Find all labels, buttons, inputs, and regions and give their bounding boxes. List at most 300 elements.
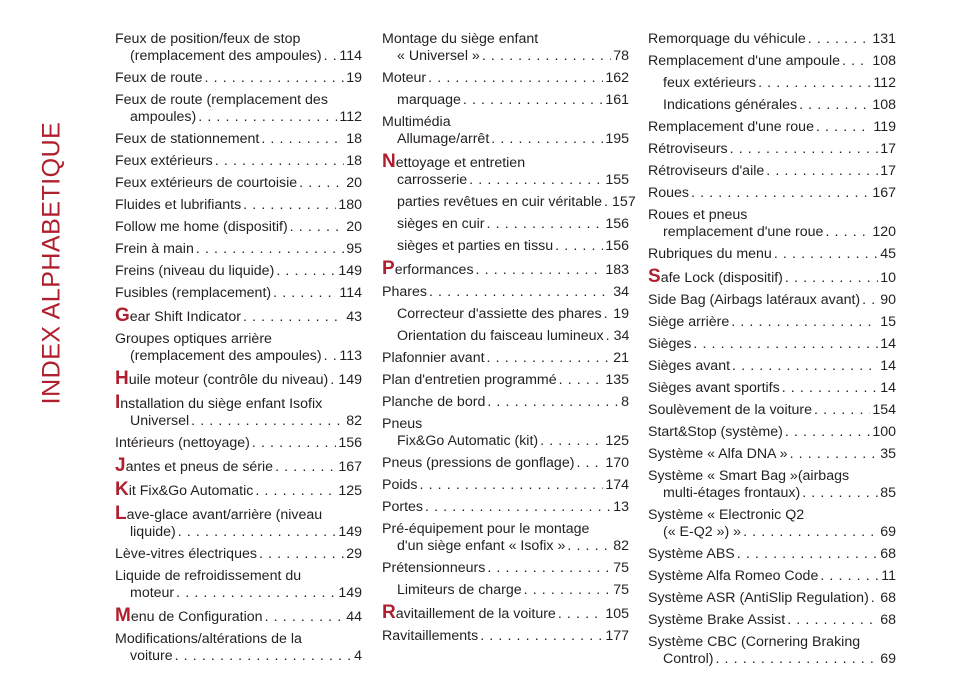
- entry-label: Control): [663, 651, 714, 667]
- entry-label: Système « Smart Bag »(airbags: [648, 468, 850, 484]
- page-number[interactable]: 85: [880, 485, 896, 501]
- entry-heading-line: [382, 455, 629, 472]
- page-number[interactable]: 105: [605, 606, 629, 622]
- entry-heading-line: [648, 590, 896, 607]
- entry-text: [115, 631, 302, 648]
- dot-leader: [802, 485, 878, 502]
- entry-label: sièges en cuir: [397, 216, 485, 232]
- entry-initial-letter: K: [115, 479, 129, 500]
- entry-initial-letter: N: [382, 151, 396, 172]
- page-number[interactable]: 167: [872, 185, 896, 201]
- entry-text: [115, 370, 328, 389]
- entry-heading-line: [648, 141, 896, 158]
- index-entry[interactable]: [382, 477, 629, 494]
- dot-leader: [330, 372, 336, 389]
- page-number[interactable]: 4: [354, 648, 362, 664]
- entry-heading-line: [382, 372, 629, 389]
- index-entry[interactable]: [382, 153, 629, 189]
- index-entry[interactable]: [115, 175, 362, 192]
- page-number[interactable]: 17: [880, 141, 896, 157]
- entry-text: [382, 394, 485, 411]
- entry-heading-line: [382, 604, 629, 623]
- page-number[interactable]: 13: [613, 499, 629, 515]
- index-entry[interactable]: [382, 560, 629, 577]
- dot-leader: [299, 175, 344, 192]
- entry-label: Lève-vitres électriques: [115, 546, 257, 562]
- entry-label: Orientation du faisceau lumineux: [397, 328, 604, 344]
- entry-label: Feux extérieurs de courtoisie: [115, 175, 298, 191]
- page-number[interactable]: 75: [613, 582, 629, 598]
- index-entry[interactable]: [382, 416, 629, 450]
- index-entry[interactable]: [382, 328, 629, 345]
- page-number[interactable]: 161: [605, 92, 629, 108]
- index-entry[interactable]: [115, 331, 362, 365]
- entry-text: [648, 358, 730, 375]
- entry-heading-line: [648, 314, 896, 331]
- entry-heading-line: [648, 119, 896, 136]
- entry-text: [130, 348, 322, 365]
- dot-leader: [476, 262, 604, 279]
- entry-heading-line: [115, 219, 362, 236]
- entry-label: remplacement d'une roue: [663, 224, 824, 240]
- page-number[interactable]: 114: [339, 48, 362, 64]
- entry-text: [382, 284, 427, 301]
- entry-initial-letter: G: [115, 305, 130, 326]
- index-entry[interactable]: [115, 219, 362, 236]
- index-entry[interactable]: [115, 370, 362, 389]
- entry-heading-line: [382, 628, 629, 645]
- index-entry[interactable]: [382, 216, 629, 233]
- index-entry[interactable]: [382, 582, 629, 599]
- index-entry[interactable]: [115, 70, 362, 87]
- entry-text: [115, 92, 328, 109]
- entry-text: [382, 499, 423, 516]
- entry-text: [648, 163, 764, 180]
- page-number[interactable]: 19: [346, 70, 362, 86]
- entry-label: ampoules): [130, 109, 197, 125]
- dot-leader: [558, 606, 604, 623]
- entry-heading-line: [382, 216, 629, 233]
- entry-label: (« E-Q2 ») »: [663, 524, 742, 540]
- dot-leader: [198, 109, 337, 126]
- entry-text: [397, 194, 602, 211]
- entry-label: Rétroviseurs: [648, 141, 728, 157]
- page-number[interactable]: 43: [346, 309, 362, 325]
- entry-heading-line: [115, 153, 362, 170]
- page-number[interactable]: 8: [621, 394, 629, 410]
- page-number[interactable]: 112: [873, 75, 896, 91]
- page-number[interactable]: 174: [605, 477, 629, 493]
- index-entry[interactable]: [115, 505, 362, 541]
- index-entry[interactable]: [648, 31, 896, 48]
- index-entry[interactable]: [648, 119, 896, 136]
- index-entry[interactable]: [382, 194, 636, 211]
- page-number[interactable]: 100: [872, 424, 896, 440]
- entry-text: [382, 604, 556, 623]
- entry-label: Phares: [382, 284, 427, 300]
- entry-heading-line: [115, 435, 362, 452]
- index-entry[interactable]: [115, 481, 362, 500]
- dot-leader: [766, 163, 878, 180]
- page-number[interactable]: 18: [346, 131, 362, 147]
- index-entry[interactable]: [115, 153, 362, 170]
- index-entry[interactable]: [382, 238, 629, 255]
- entry-heading-line: [115, 631, 362, 648]
- entry-label: Poids: [382, 477, 418, 493]
- entry-subline: [382, 131, 629, 148]
- entry-label: (remplacement des ampoules): [130, 48, 322, 64]
- entry-subline: [382, 172, 629, 189]
- page-number[interactable]: 155: [605, 172, 629, 188]
- page-number[interactable]: 19: [613, 306, 629, 322]
- page-number[interactable]: 162: [605, 70, 629, 86]
- index-entry[interactable]: [382, 284, 629, 301]
- index-entry[interactable]: [648, 141, 896, 158]
- page-number[interactable]: 82: [613, 538, 629, 554]
- entry-heading-line: [648, 185, 896, 202]
- page-number[interactable]: 131: [872, 31, 896, 47]
- dot-leader: [428, 70, 603, 87]
- entry-label: marquage: [397, 92, 461, 108]
- entry-heading-line: [115, 70, 362, 87]
- entry-heading-line: [648, 336, 896, 353]
- entry-label: Frein à main: [115, 241, 194, 257]
- entry-text: [382, 521, 589, 538]
- dot-leader: [487, 216, 604, 233]
- entry-subline: [648, 651, 896, 668]
- entry-heading-line: [115, 175, 362, 192]
- entry-text: [648, 568, 818, 585]
- index-entry[interactable]: [115, 546, 362, 563]
- entry-subline: [382, 48, 629, 65]
- page-number[interactable]: 125: [338, 483, 362, 499]
- page-number[interactable]: 90: [880, 292, 896, 308]
- page-number[interactable]: 78: [613, 48, 629, 64]
- page-number[interactable]: 68: [880, 590, 896, 606]
- entry-label: Soulèvement de la voiture: [648, 402, 813, 418]
- entry-initial-letter: J: [115, 455, 126, 476]
- page-number[interactable]: 167: [338, 459, 362, 475]
- index-entry[interactable]: [382, 350, 629, 367]
- page-number[interactable]: 195: [605, 131, 629, 147]
- page-number[interactable]: 108: [872, 97, 896, 113]
- entry-label: Système CBC (Cornering Braking: [648, 634, 861, 650]
- index-entry[interactable]: [115, 285, 362, 302]
- entry-label: Roues et pneus: [648, 207, 748, 223]
- entry-text: [397, 582, 522, 599]
- index-entry[interactable]: [382, 394, 629, 411]
- page-number[interactable]: 15: [880, 314, 896, 330]
- page-number[interactable]: 18: [346, 153, 362, 169]
- page-number[interactable]: 44: [346, 609, 362, 625]
- entry-label: d'un siège enfant « Isofix »: [397, 538, 566, 554]
- page-number[interactable]: 156: [338, 435, 362, 451]
- index-entry[interactable]: [382, 521, 629, 555]
- entry-label: Système ASR (AntiSlip Regulation): [648, 590, 869, 606]
- entry-label: Système Alfa Romeo Code: [648, 568, 819, 584]
- page-number[interactable]: 45: [880, 246, 896, 262]
- entry-text: [397, 48, 480, 65]
- page-number[interactable]: 69: [880, 524, 896, 540]
- index-entry[interactable]: [648, 568, 896, 585]
- entry-heading-line: [115, 131, 362, 148]
- index-entry[interactable]: [648, 358, 896, 375]
- index-entry[interactable]: [648, 507, 896, 541]
- index-entry[interactable]: [648, 207, 896, 241]
- page-number[interactable]: 149: [338, 585, 362, 601]
- index-entry[interactable]: [648, 468, 896, 502]
- index-entry[interactable]: [382, 604, 629, 623]
- entry-text: [115, 131, 259, 148]
- index-entry[interactable]: [382, 628, 629, 645]
- entry-label: Système Brake Assist: [648, 612, 786, 628]
- index-entry[interactable]: [648, 163, 896, 180]
- index-entry[interactable]: [382, 499, 629, 516]
- page-number[interactable]: 10: [880, 270, 896, 286]
- index-entry[interactable]: [382, 92, 629, 109]
- index-entry[interactable]: [115, 631, 362, 665]
- entry-heading-line: [648, 268, 896, 287]
- entry-heading-line: [382, 582, 629, 599]
- entry-label: Sièges: [648, 336, 692, 352]
- entry-heading-line: [115, 331, 362, 348]
- page-number[interactable]: 14: [880, 380, 896, 396]
- page-number[interactable]: 29: [346, 546, 362, 562]
- page-number[interactable]: 108: [872, 53, 896, 69]
- entry-label: Feux de stationnement: [115, 131, 260, 147]
- index-entry[interactable]: [648, 336, 896, 353]
- entry-label: Liquide de refroidissement du: [115, 568, 302, 584]
- index-entry[interactable]: [648, 546, 896, 563]
- page-number[interactable]: 11: [881, 568, 896, 584]
- entry-label: Correcteur d'assiette des phares: [397, 306, 602, 322]
- page-number[interactable]: 20: [346, 219, 362, 235]
- entry-text: [397, 328, 604, 345]
- entry-text: [648, 446, 788, 463]
- entry-initial-letter: L: [115, 503, 127, 524]
- index-entry[interactable]: [648, 246, 896, 263]
- entry-initial-letter: S: [648, 266, 661, 287]
- page-number[interactable]: 14: [880, 336, 896, 352]
- page-number[interactable]: 95: [346, 241, 362, 257]
- index-entry[interactable]: [648, 590, 896, 607]
- page-number[interactable]: 154: [872, 402, 896, 418]
- entry-text: [382, 455, 574, 472]
- entry-text: [648, 590, 869, 607]
- entry-label: Freins (niveau du liquide): [115, 263, 275, 279]
- entry-label: Pré-équipement pour le montage: [382, 521, 590, 537]
- index-entry[interactable]: [648, 446, 896, 463]
- index-entry[interactable]: [648, 292, 896, 309]
- entry-label: Système « Alfa DNA »: [648, 446, 788, 462]
- entry-text: [648, 507, 804, 524]
- index-entry[interactable]: [115, 241, 362, 258]
- index-entry[interactable]: [648, 402, 896, 419]
- dot-leader: [559, 372, 604, 389]
- index-entry[interactable]: [382, 455, 629, 472]
- index-entry[interactable]: [115, 131, 362, 148]
- index-entry[interactable]: [648, 380, 896, 397]
- dot-leader: [482, 48, 611, 65]
- index-entry[interactable]: [115, 394, 362, 430]
- entry-heading-line: [115, 285, 362, 302]
- entry-text: [397, 92, 461, 109]
- page-number[interactable]: 68: [880, 612, 896, 628]
- entry-label: Siège arrière: [648, 314, 730, 330]
- page-number[interactable]: 183: [605, 262, 629, 278]
- index-entry[interactable]: [648, 53, 896, 70]
- index-side-title: INDEX ALPHABETIQUE: [37, 121, 66, 405]
- entry-text: [382, 70, 426, 87]
- entry-label: Side Bag (Airbags latéraux avant): [648, 292, 861, 308]
- entry-label: Rubriques du menu: [648, 246, 772, 262]
- page-number[interactable]: 177: [605, 628, 629, 644]
- entry-text: [397, 433, 538, 450]
- page-number[interactable]: 149: [338, 524, 362, 540]
- dot-leader: [737, 546, 878, 563]
- page-number[interactable]: 149: [338, 372, 362, 388]
- entry-text: [382, 372, 557, 389]
- index-entry[interactable]: [648, 314, 896, 331]
- index-entry[interactable]: [382, 260, 629, 279]
- page-number[interactable]: 68: [880, 546, 896, 562]
- entry-text: [115, 241, 194, 258]
- dot-leader: [487, 560, 611, 577]
- page-number[interactable]: 135: [605, 372, 629, 388]
- dot-leader: [487, 350, 612, 367]
- page-number[interactable]: 21: [613, 350, 629, 366]
- page-number[interactable]: 170: [605, 455, 629, 471]
- dot-leader: [205, 70, 345, 87]
- index-entry[interactable]: [648, 97, 896, 114]
- entry-subline: [382, 433, 629, 450]
- entry-label: Multimédia: [382, 114, 451, 130]
- page-number[interactable]: 120: [872, 224, 896, 240]
- entry-heading-line: [115, 307, 362, 326]
- dot-leader: [555, 238, 603, 255]
- index-entry[interactable]: [115, 197, 362, 214]
- page-number[interactable]: 119: [873, 119, 896, 135]
- entry-heading-line: [115, 607, 362, 626]
- entry-label: voiture: [130, 648, 173, 664]
- index-entry[interactable]: [648, 424, 896, 441]
- entry-text: [648, 53, 840, 70]
- page-number[interactable]: 180: [338, 197, 362, 213]
- index-entry[interactable]: [648, 268, 896, 287]
- entry-heading-line: [648, 75, 896, 92]
- entry-initial-letter: R: [382, 602, 396, 623]
- entry-heading-line: [382, 260, 629, 279]
- entry-label: carrosserie: [397, 172, 468, 188]
- entry-label: Feux de route: [115, 70, 203, 86]
- dot-leader: [774, 246, 878, 263]
- index-entry[interactable]: [382, 306, 629, 323]
- entry-subline: [648, 485, 896, 502]
- page-number[interactable]: 156: [605, 216, 629, 232]
- page-number[interactable]: 82: [346, 413, 362, 429]
- entry-text: [115, 568, 301, 585]
- entry-label: (remplacement des ampoules): [130, 348, 322, 364]
- index-entry[interactable]: [115, 263, 362, 280]
- index-entry[interactable]: [648, 75, 896, 92]
- dot-leader: [604, 194, 610, 211]
- entry-label: Système ABS: [648, 546, 735, 562]
- entry-text: [382, 114, 451, 131]
- index-entry[interactable]: [115, 568, 362, 602]
- page-number[interactable]: 157: [612, 194, 636, 210]
- page-number[interactable]: 35: [880, 446, 896, 462]
- page-number[interactable]: 75: [613, 560, 629, 576]
- page-number[interactable]: 17: [880, 163, 896, 179]
- index-entry[interactable]: [648, 634, 896, 668]
- index-entry[interactable]: [382, 372, 629, 389]
- entry-text: [648, 336, 691, 353]
- entry-text: [663, 97, 797, 114]
- dot-leader: [487, 394, 619, 411]
- entry-label: liquide): [130, 524, 176, 540]
- page-number[interactable]: 113: [339, 348, 362, 364]
- entry-text: [397, 216, 485, 233]
- dot-leader: [743, 524, 878, 541]
- page-number[interactable]: 112: [339, 109, 362, 125]
- entry-text: [648, 246, 772, 263]
- index-entry[interactable]: [382, 31, 629, 65]
- page-number[interactable]: 34: [613, 328, 630, 344]
- page-number[interactable]: 125: [605, 433, 629, 449]
- page-number[interactable]: 149: [338, 263, 362, 279]
- dot-leader: [176, 585, 336, 602]
- index-entry[interactable]: [115, 457, 362, 476]
- entry-label: nstallation du siège enfant Isofix: [120, 396, 323, 412]
- index-entry[interactable]: [115, 607, 362, 626]
- entry-label: it Fix&Go Automatic: [128, 483, 254, 499]
- entry-label: Indications générales: [663, 97, 798, 113]
- entry-text: [115, 607, 263, 626]
- page-number[interactable]: 114: [339, 285, 362, 301]
- page-number[interactable]: 14: [880, 358, 896, 374]
- page-number[interactable]: 156: [605, 238, 629, 254]
- entry-label: ettoyage et entretien: [395, 155, 526, 171]
- index-column-1: [115, 31, 362, 670]
- entry-heading-line: [382, 416, 629, 433]
- dot-leader: [178, 524, 337, 541]
- index-entry[interactable]: [648, 185, 896, 202]
- entry-label: Montage du siège enfant: [382, 31, 539, 47]
- index-entry[interactable]: [115, 31, 362, 65]
- index-entry[interactable]: [382, 70, 629, 87]
- index-entry[interactable]: [648, 612, 896, 629]
- entry-label: Plan d'entretien programmé: [382, 372, 557, 388]
- dot-leader: [191, 413, 344, 430]
- index-entry[interactable]: [115, 92, 362, 126]
- page-number[interactable]: 69: [880, 651, 896, 667]
- dot-leader: [567, 538, 611, 555]
- index-entry[interactable]: [382, 114, 629, 148]
- dot-leader: [842, 53, 870, 70]
- dot-leader: [469, 172, 603, 189]
- page-number[interactable]: 20: [346, 175, 362, 191]
- index-entry[interactable]: [115, 435, 362, 452]
- entry-heading-line: [648, 446, 896, 463]
- entry-text: [382, 350, 485, 367]
- entry-text: [115, 31, 300, 48]
- entry-text: [382, 31, 538, 48]
- page-number[interactable]: 34: [613, 284, 629, 300]
- entry-label: Rétroviseurs d'aile: [648, 163, 765, 179]
- index-entry[interactable]: [115, 307, 362, 326]
- dot-leader: [429, 284, 611, 301]
- entry-heading-line: [382, 394, 629, 411]
